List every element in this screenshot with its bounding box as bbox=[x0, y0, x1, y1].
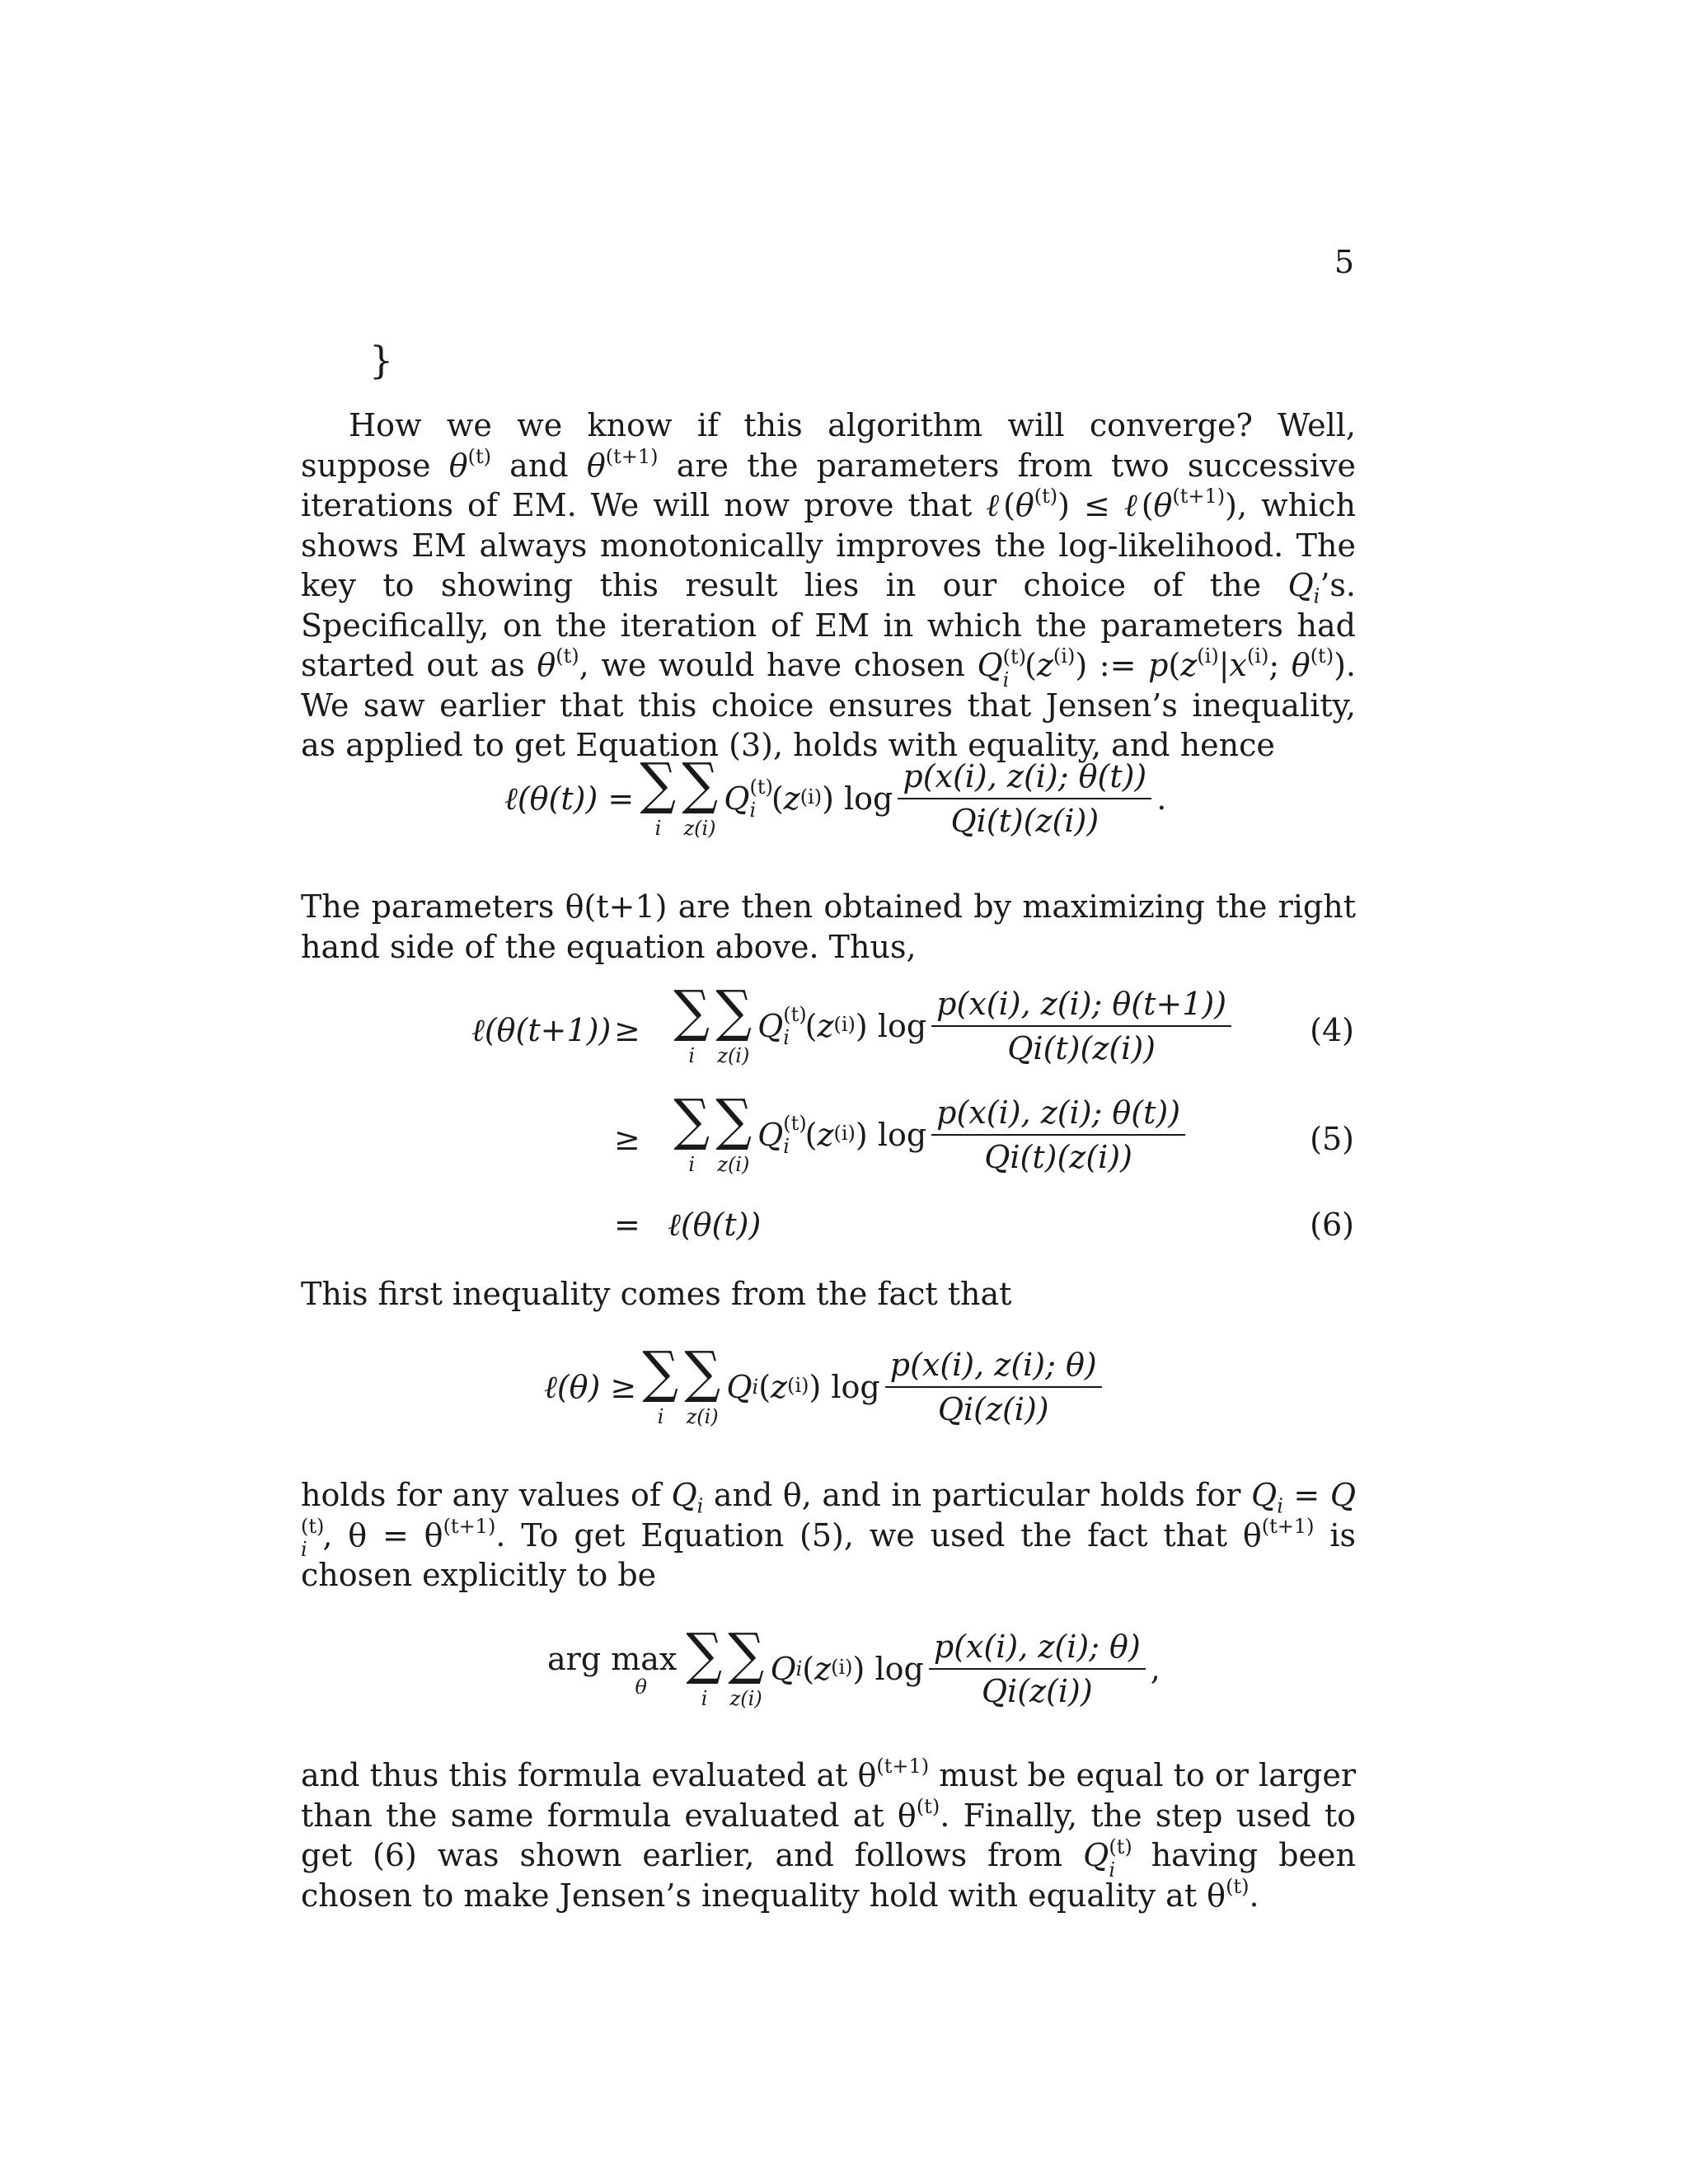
equation-number-4: (4) bbox=[1310, 1012, 1354, 1048]
row6-relation: = bbox=[614, 1207, 640, 1243]
equation-lhs: ℓ(θ(t)) = bbox=[504, 780, 635, 817]
row4-relation: ≥ bbox=[614, 1012, 640, 1048]
page-number: 5 bbox=[1334, 244, 1354, 280]
paragraph-holds-for-any: holds for any values of $Q_i$ and θ, and in particular holds for $Q_i = Q$ (t) i , $\theta = \theta^{(t+1)}$. To get Equation (5), we used the fact that $\theta^{(t+1)}$ is chosen explicitly to be bbox=[301, 1477, 1356, 1593]
row4-rhs: ∑ i ∑ z(i) Q (t) i ( z $^{(i)}$ ) log $\frac{p(x(i), z(i); \theta(t+1))}{Qi(t)(z(i))}$ bbox=[668, 986, 1236, 1066]
fraction: $\frac{p(x(i), z(i); \theta(t))}{Qi(t)(z(i))}$ bbox=[898, 758, 1151, 839]
double-sum: ∑ i ∑ z(i) bbox=[640, 752, 718, 840]
paragraph-first-inequality: This first inequality comes from the fact that bbox=[301, 1276, 1012, 1312]
closing-brace: } bbox=[369, 338, 394, 382]
paragraph-convergence: How we we know if this algorithm will converge? Well, suppose $\theta^{(t)}$ and $\theta^{(t+1)}$ are the parameters from two successive iterations of EM. We will now prove that $\ell(\theta^{(t)})$ ≤ $\ell(\theta^{(t+1)})$, which shows EM always monotonically improves the log-likelihood. The key to showing this result lies in our choice of the $Q_i’s$. Specifically, on the iteration of EM in which the parameters had started out as $\theta^{(t)}$, we would have chosen Q (t) i $(z^{(i)})$ := $p(z^{(i)}|x^{(i)}$; $\theta^{(t)}$). We saw earlier that this choice ensures that Jensen’s inequality, as applied to get Equation (3), holds with equality, and hence bbox=[301, 407, 1357, 763]
row5-relation: ≥ bbox=[614, 1121, 640, 1157]
row5-rhs: ∑ i ∑ z(i) Q (t) i ( z $^{(i)}$ ) log $\frac{p(x(i), z(i); \theta(t))}{Qi(t)(z(i))}$ bbox=[668, 1094, 1190, 1175]
paragraph-conclusion: and thus this formula evaluated at $\theta^{(t+1)}$ must be equal to or larger than the same formula evaluated at $\theta^{(t)}$. Finally, the step used to get (6) was shown earlier, and follows from Q (t) i having been chosen to make Jensen’s inequality hold with equality at $\theta^{(t)}$. bbox=[301, 1755, 1356, 1914]
paragraph-parameters: The parameters θ(t+1) are then obtained by maximizing the right hand side of the equation above. Thus, bbox=[301, 888, 1356, 965]
equation-number-6: (6) bbox=[1310, 1207, 1354, 1243]
equation-loglikelihood-equality: ℓ(θ(t)) = ∑ i ∑ z(i) Q (t) i ( z $^{(i)}$ ) log $\frac{p(x(i), z(i); \theta(t))}{Qi(t)(z(i))}$ . bbox=[504, 752, 1167, 840]
equation-argmax: arg max θ ∑ i ∑ z(i) Q i ( z $^{(i)}$ ) log $\frac{p(x(i), z(i); \theta)}{Qi(z(i))}$ , bbox=[547, 1622, 1160, 1710]
row6-rhs: ℓ(θ(t)) bbox=[668, 1207, 762, 1243]
equation-lower-bound: ℓ(θ) ≥ ∑ i ∑ z(i) Q i ( z $^{(i)}$ ) log $\frac{p(x(i), z(i); \theta)}{Qi(z(i))}$ bbox=[544, 1347, 1107, 1427]
equation-number-5: (5) bbox=[1310, 1121, 1354, 1157]
row4-lhs: ℓ(θ(t+1)) bbox=[471, 1012, 612, 1048]
